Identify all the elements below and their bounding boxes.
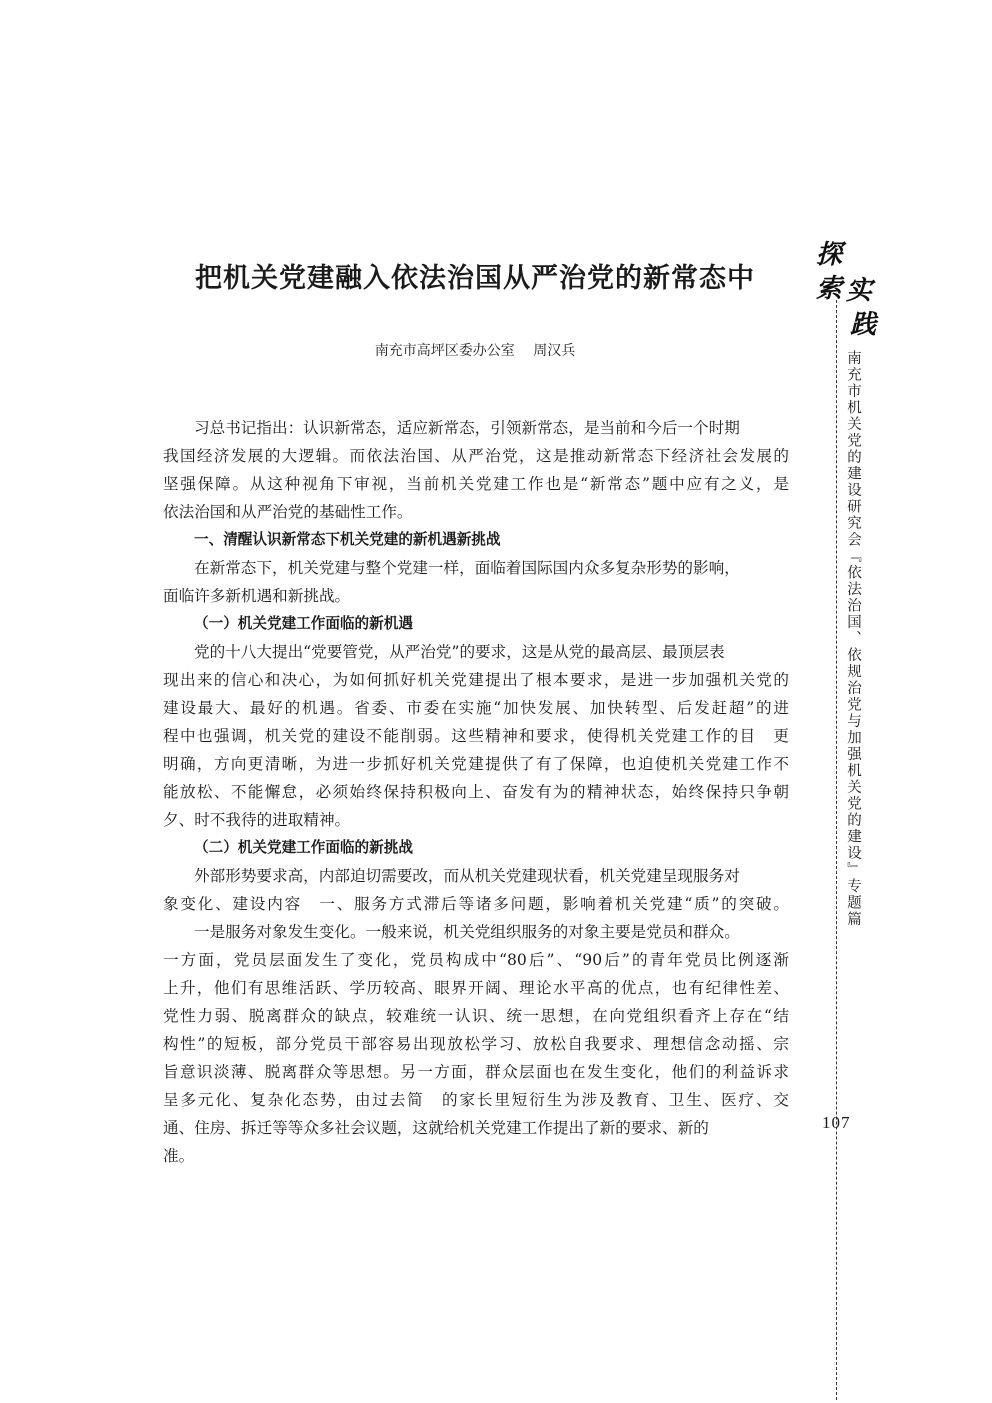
body-line: 构性”的短板，部分党员干部容易出现放松学习、放松自我要求、理想信念动摇、宗 bbox=[163, 1035, 789, 1053]
body-line: 一是服务对象发生变化。一般来说，机关党组织服务的对象主要是党员和群众。 bbox=[194, 923, 740, 941]
body-line: 程中也强调，机关党的建设不能削弱。这些精神和要求，使得机关党建工作的目 更 bbox=[163, 727, 789, 745]
logo-char: 探 bbox=[816, 240, 843, 270]
body-line: 通、住房、拆迁等等众多社会议题，这就给机关党建工作提出了新的要求、新的 bbox=[163, 1119, 709, 1137]
logo-char: 践 bbox=[850, 310, 877, 340]
logo-char: 索 bbox=[816, 274, 843, 304]
body-line: 面临许多新机遇和新挑战。 bbox=[163, 587, 351, 605]
body-line: 党的十八大提出“党要管党，从严治党”的要求，这是从党的最高层、最顶层表 bbox=[194, 643, 725, 661]
article-body bbox=[163, 414, 789, 1170]
body-line: 坚强保障。从这种视角下审视，当前机关党建工作也是“新常态”题中应有之义，是 bbox=[163, 475, 789, 493]
page-number: 107 bbox=[822, 1113, 851, 1132]
section-logo bbox=[814, 234, 878, 340]
article-author: 南充市高坪区委办公室 周汉兵 bbox=[374, 343, 576, 359]
body-line: 夕、时不我待的进取精神。 bbox=[163, 811, 351, 829]
body-line: 旨意识淡薄、脱离群众等思想。另一方面，群众层面也在发生变化，他们的利益诉求 bbox=[163, 1063, 789, 1081]
section-heading: 一、清醒认识新常态下机关党建的新机遇新挑战 bbox=[194, 531, 501, 548]
body-line: 明确，方向更清晰，为进一步抓好机关党建提供了有了保障，也迫使机关党建工作不 bbox=[163, 755, 789, 773]
section-heading: （二）机关党建工作面临的新挑战 bbox=[194, 839, 413, 856]
body-line: 建设最大、最好的机遇。省委、市委在实施“加快发展、加快转型、后发赶超”的进 bbox=[163, 699, 789, 717]
body-line: 我国经济发展的大逻辑。而依法治国、从严治党，这是推动新常态下经济社会发展的 bbox=[163, 447, 789, 465]
body-line: 习总书记指出：认识新常态，适应新常态，引领新常态，是当前和今后一个时期 bbox=[194, 419, 740, 437]
body-line: 能放松、不能懈怠，必须始终保持积极向上、奋发有为的精神状态，始终保持只争朝 bbox=[163, 783, 789, 801]
sidebar-section-caption: 南充市机关党的建设研究会『依法治国、依规治党与加强机关党的建设』专题篇 bbox=[845, 350, 861, 928]
article-title: 把机关党建融入依法治国从严治党的新常态中 bbox=[195, 263, 755, 294]
body-line: 一方面，党员层面发生了变化，党员构成中“80后”、“90后”的青年党员比例逐渐 bbox=[163, 951, 789, 969]
logo-char: 实 bbox=[846, 276, 873, 306]
body-line: 外部形势要求高，内部迫切需要改，而从机关党建现状看，机关党建呈现服务对 bbox=[194, 867, 740, 885]
body-line: 呈多元化、复杂化态势，由过去简 的家长里短衍生为涉及教育、卫生、医疗、交 bbox=[163, 1091, 789, 1109]
body-line: 上升，他们有思维活跃、学历较高、眼界开阔、理论水平高的优点，也有纪律性差、 bbox=[163, 979, 789, 997]
body-line: 依法治国和从严治党的基础性工作。 bbox=[163, 503, 413, 521]
body-line: 在新常态下，机关党建与整个党建一样，面临着国际国内众多复杂形势的影响， bbox=[194, 559, 740, 577]
body-line: 党性力弱、脱离群众的缺点，较难统一认识、统一思想，在向党组织看齐上存在“结 bbox=[163, 1007, 789, 1025]
section-heading: （一）机关党建工作面临的新机遇 bbox=[194, 615, 413, 632]
body-line: 准。 bbox=[163, 1147, 195, 1165]
body-line: 现出来的信心和决心，为如何抓好机关党建提出了根本要求，是进一步加强机关党的 bbox=[163, 671, 789, 689]
body-line: 象变化、建设内容 一、服务方式滞后等诸多问题，影响着机关党建“质”的突破。 bbox=[163, 895, 789, 913]
sidebar-dashed-rule bbox=[836, 300, 837, 1400]
